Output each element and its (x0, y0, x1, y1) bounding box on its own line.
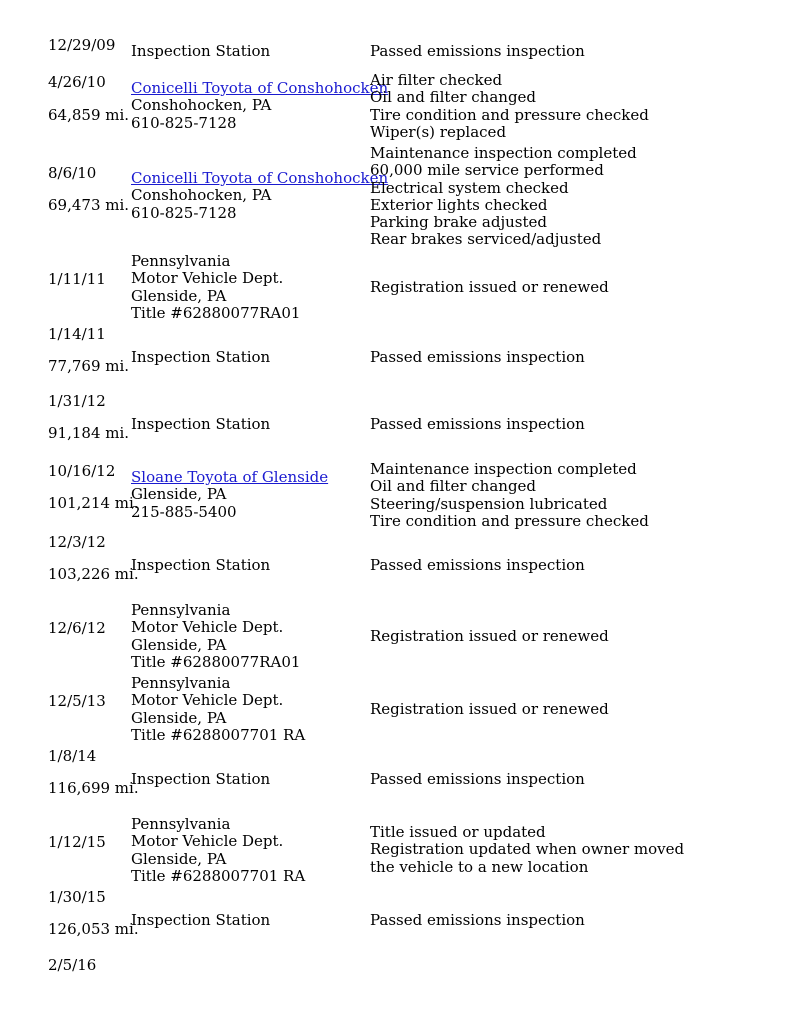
record-mileage: 77,769 mi. (48, 357, 130, 375)
record-date: 12/29/09 (48, 36, 116, 54)
comment-line: 60,000 mile service performed (370, 161, 604, 180)
record-comments (370, 628, 609, 645)
source-line: Inspection Station (131, 415, 271, 433)
record-source (131, 80, 388, 132)
comment-line: Oil and filter changed (370, 88, 537, 107)
record-mileage: 64,859 mi. (48, 106, 130, 124)
record-mileage: 91,184 mi. (48, 424, 130, 442)
source-line: Motor Vehicle Dept. (131, 832, 284, 851)
record-date: 1/14/11 (48, 325, 106, 343)
comment-line: Passed emissions inspection (370, 556, 585, 574)
record-source (131, 349, 270, 366)
dealer-link[interactable]: Conicelli Toyota of Conshohocken (131, 79, 389, 97)
source-line: Motor Vehicle Dept. (131, 691, 284, 710)
record-date: 12/5/13 (48, 692, 106, 710)
record-source (131, 771, 270, 788)
comment-line: Registration issued or renewed (370, 700, 609, 718)
source-line: Glenside, PA (131, 485, 227, 504)
source-line: Inspection Station (131, 770, 271, 788)
comment-line: Steering/suspension lubricated (370, 494, 608, 513)
source-line: Pennsylvania (131, 252, 231, 270)
record-date: 4/26/10 (48, 73, 106, 91)
record-date: 12/6/12 (48, 619, 106, 637)
comment-line: Exterior lights checked (370, 195, 548, 214)
record-source (131, 43, 270, 60)
record-comments (370, 912, 585, 929)
record-comments (370, 461, 649, 530)
comment-line: Registration issued or renewed (370, 278, 609, 296)
comment-line: Passed emissions inspection (370, 911, 585, 929)
record-source (131, 416, 270, 433)
source-line: Inspection Station (131, 42, 271, 60)
record-date: 1/31/12 (48, 392, 106, 410)
comment-line: Oil and filter changed (370, 477, 537, 496)
record-comments (370, 701, 609, 718)
record-comments (370, 279, 609, 296)
source-line: Title #62880077RA01 (131, 303, 301, 322)
record-source (131, 170, 388, 222)
source-line: Inspection Station (131, 556, 271, 574)
comment-line: Passed emissions inspection (370, 42, 585, 60)
record-comments (370, 416, 585, 433)
comment-line: Parking brake adjusted (370, 213, 547, 232)
record-source (131, 557, 270, 574)
source-line: 610-825-7128 (131, 113, 237, 132)
comment-line: Wiper(s) replaced (370, 122, 507, 141)
record-date: 8/6/10 (48, 164, 97, 182)
comment-line: Registration updated when owner moved (370, 840, 685, 859)
comment-line: Air filter checked (370, 71, 503, 89)
comment-line: Electrical system checked (370, 178, 569, 197)
comment-line: the vehicle to a new location (370, 857, 589, 876)
source-line: Pennsylvania (131, 601, 231, 619)
record-source (131, 675, 305, 744)
source-line: Title #6288007701 RA (131, 866, 306, 885)
record-comments (370, 43, 585, 60)
record-date: 1/12/15 (48, 833, 106, 851)
source-line: 215-885-5400 (131, 502, 237, 521)
comment-line: Maintenance inspection completed (370, 460, 637, 478)
record-date: 12/3/12 (48, 533, 106, 551)
comment-line: Rear brakes serviced/adjusted (370, 230, 602, 249)
source-line: 610-825-7128 (131, 203, 237, 222)
record-comments (370, 349, 585, 366)
source-line: Glenside, PA (131, 635, 227, 654)
record-mileage: 116,699 mi. (48, 779, 139, 797)
record-source (131, 469, 328, 521)
source-line: Motor Vehicle Dept. (131, 618, 284, 637)
source-line: Inspection Station (131, 911, 271, 929)
dealer-link[interactable]: Conicelli Toyota of Conshohocken (131, 169, 389, 187)
source-line: Conshohocken, PA (131, 96, 272, 115)
comment-line: Passed emissions inspection (370, 770, 585, 788)
source-line: Pennsylvania (131, 815, 231, 833)
record-source (131, 912, 270, 929)
record-comments (370, 771, 585, 788)
source-line: Title #62880077RA01 (131, 652, 301, 671)
source-line: Conshohocken, PA (131, 186, 272, 205)
record-date: 1/30/15 (48, 888, 106, 906)
comment-line: Passed emissions inspection (370, 415, 585, 433)
record-comments (370, 824, 684, 876)
record-mileage: 69,473 mi. (48, 196, 130, 214)
source-line: Motor Vehicle Dept. (131, 269, 284, 288)
source-line: Title #6288007701 RA (131, 725, 306, 744)
record-date: 1/11/11 (48, 270, 106, 288)
record-source (131, 816, 305, 885)
source-line: Glenside, PA (131, 286, 227, 305)
record-comments (370, 557, 585, 574)
record-source (131, 253, 300, 322)
comment-line: Passed emissions inspection (370, 348, 585, 366)
record-date: 1/8/14 (48, 747, 97, 765)
record-comments (370, 145, 637, 249)
record-comments (370, 72, 649, 141)
record-mileage: 126,053 mi. (48, 920, 139, 938)
comment-line: Maintenance inspection completed (370, 144, 637, 162)
source-line: Glenside, PA (131, 708, 227, 727)
dealer-link[interactable]: Sloane Toyota of Glenside (131, 468, 329, 486)
comment-line: Registration issued or renewed (370, 627, 609, 645)
source-line: Inspection Station (131, 348, 271, 366)
comment-line: Tire condition and pressure checked (370, 511, 649, 530)
source-line: Glenside, PA (131, 849, 227, 868)
record-mileage: 103,226 mi. (48, 565, 139, 583)
comment-line: Title issued or updated (370, 823, 546, 841)
record-date: 10/16/12 (48, 462, 116, 480)
record-source (131, 602, 300, 671)
record-mileage: 101,214 mi. (48, 494, 139, 512)
source-line: Pennsylvania (131, 674, 231, 692)
comment-line: Tire condition and pressure checked (370, 105, 649, 124)
record-date: 2/5/16 (48, 956, 97, 974)
